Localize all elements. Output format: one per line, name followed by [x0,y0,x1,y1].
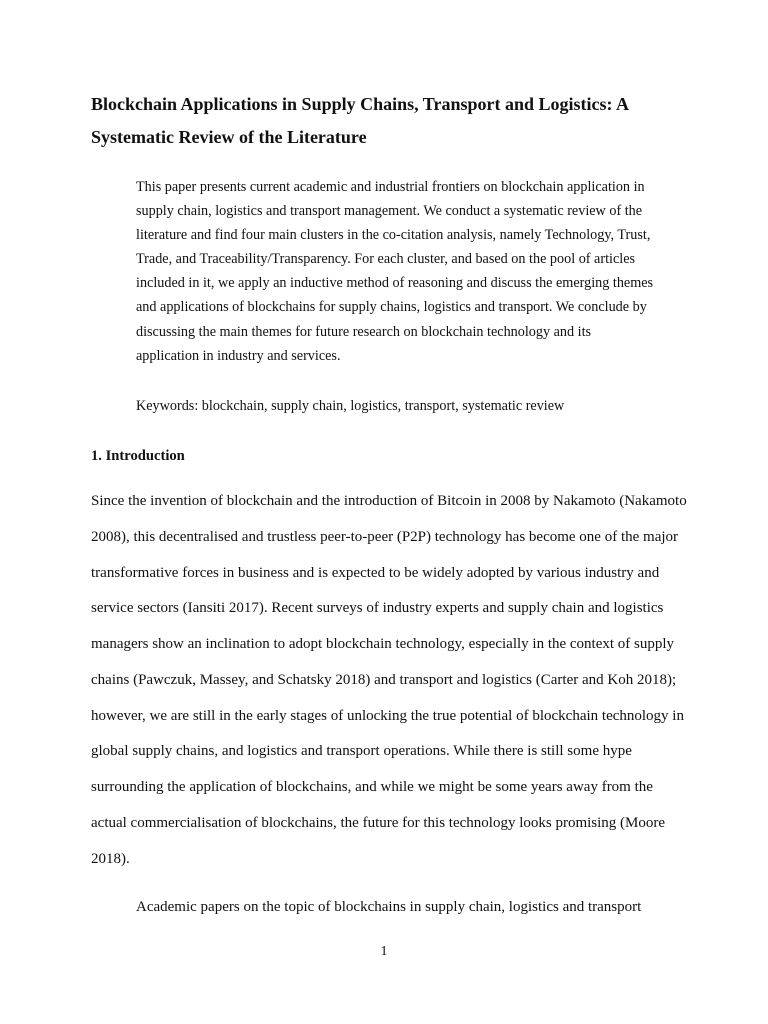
section-heading-introduction: 1. Introduction [91,448,185,464]
introduction-paragraph-1: Since the invention of blockchain and the introduction of Bitcoin in 2008 by Nakamoto (Nakamoto 2008), this decentralised and trustless peer-to-peer (P2P) technology has become one of the major transformative forces in business and is expected to be widely adopted by various industry and service sectors (Iansiti 2017). Recent surveys of industry experts and supply chain and logistics managers show an inclination to adopt blockchain technology, especially in the context of supply chains (Pawczuk, Massey, and Schatsky 2018) and transport and logistics (Carter and Koh 2018); however, we are still in the early stages of unlocking the true potential of blockchain technology in global supply chains, and logistics and transport operations. While there is still some hype surrounding the application of blockchains, and while we might be some years away from the actual commercialisation of blockchains, the future for this technology looks promising (Moore 2018). [91,493,687,867]
keywords: Keywords: blockchain, supply chain, logistics, transport, systematic review [136,398,565,414]
page-number: 1 [380,944,388,959]
abstract: This paper presents current academic and industrial frontiers on blockchain application in supply chain, logistics and transport management. We conduct a systematic review of the literature and find four main clusters in the co-citation analysis, namely Technology, Trust, Trade, and Traceability/Transparency. For each cluster, and based on the pool of articles included in it, we apply an inductive method of reasoning and discuss the emerging themes and applications of blockchains for supply chains, logistics and transport. We conclude by discussing the main themes for future research on blockchain technology and its application in industry and services. [136,179,654,364]
introduction-paragraph-2: Academic papers on the topic of blockchains in supply chain, logistics and transport [136,899,642,915]
paper-title: Blockchain Applications in Supply Chains, Transport and Logistics: A Systematic Review of the Literature [91,94,629,147]
